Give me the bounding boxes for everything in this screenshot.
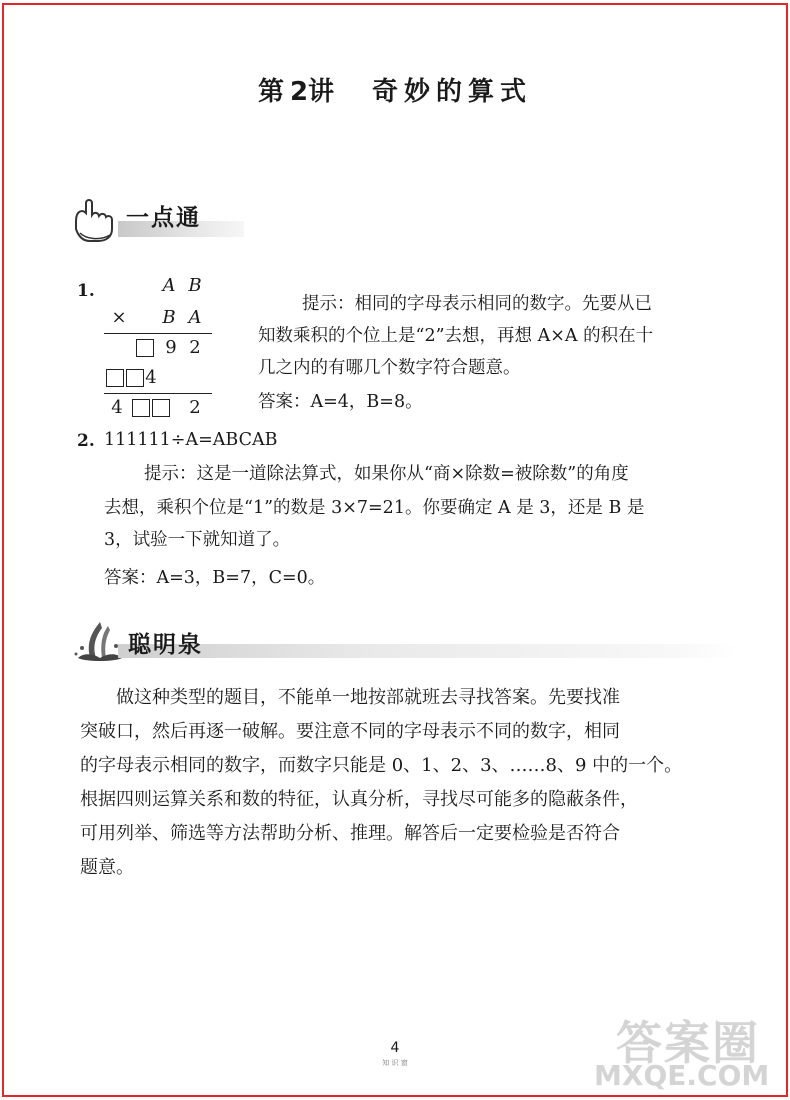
hint-text: 提示：相同的字母表示相同的数字。先要从已: [302, 294, 652, 314]
water-splash-icon: [70, 618, 126, 666]
rule-line: [104, 333, 212, 334]
watermark-url: MXQE.COM: [594, 1059, 770, 1092]
answer-text: 答案：A=3，B=7，C=0。: [104, 568, 326, 588]
pointing-hand-icon: [70, 199, 124, 243]
paragraph-line: 根据四则运算关系和数的特征，认真分析，寻找尽可能多的隐蔽条件，: [80, 789, 638, 810]
blank-box: [106, 369, 124, 387]
watermark-logo: 答案圈: [616, 1016, 760, 1070]
page-footer-note: 知 识 窗: [382, 1059, 408, 1067]
section-title: 一点通: [126, 205, 201, 231]
paragraph-line: 题意。: [80, 857, 134, 878]
paragraph-line: 做这种类型的题目，不能单一地按部就班去寻找答案。先要找准: [116, 687, 620, 708]
blank-box: [132, 399, 150, 417]
problem-number: 2.: [77, 431, 95, 451]
answer-text: 答案：A=4，B=8。: [258, 392, 423, 412]
page-number: 4: [390, 1040, 400, 1056]
section-header-congmingquan: [70, 618, 750, 662]
hint-text: 知数乘积的个位上是“2”去想，再想 A×A 的积在十: [258, 326, 654, 346]
paragraph-line: 的字母表示相同的数字，而数字只能是 0、1、2、3、……8、9 中的一个。: [80, 755, 683, 776]
blank-box: [136, 339, 154, 357]
hint-text: 几之内的有哪几个数字符合题意。: [258, 358, 521, 378]
page-title: 第2讲 奇妙的算式: [257, 77, 533, 107]
section-underline: [118, 644, 738, 658]
hint-text: 提示：这是一道除法算式，如果你从“商×除数=被除数”的角度: [144, 464, 629, 484]
equation: 111111÷A=ABCAB: [104, 430, 278, 450]
paragraph-line: 突破口，然后再逐一破解。要注意不同的字母表示不同的数字，相同: [80, 721, 620, 742]
hint-text: 3，试验一下就知道了。: [104, 530, 291, 550]
blank-box: [152, 399, 170, 417]
problem-number: 1.: [77, 281, 95, 301]
rule-line: [104, 393, 212, 394]
vertical-multiplication: A B × B A 9 2 4 4 2: [100, 275, 215, 425]
section-title: 聪明泉: [128, 632, 203, 658]
page: [2, 3, 788, 1097]
section-header-yidiantong: [70, 199, 250, 243]
paragraph-line: 可用列举、筛选等方法帮助分析、推理。解答后一定要检验是否符合: [80, 823, 620, 844]
hint-text: 去想，乘积个位是“1”的数是 3×7=21。你要确定 A 是 3，还是 B 是: [104, 498, 645, 518]
